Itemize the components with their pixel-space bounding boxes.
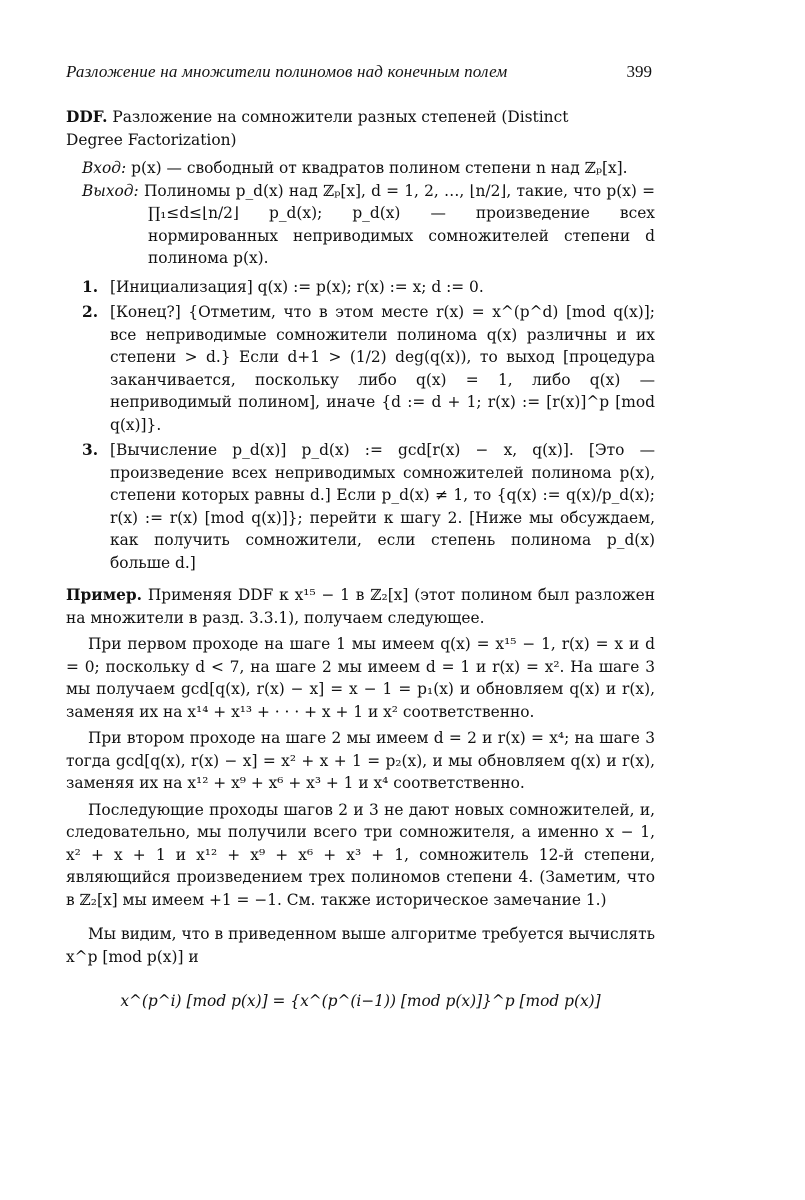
- example-paragraph-3: Последующие проходы шагов 2 и 3 не дают новых сомножителей, и, следовательно, мы получили всего три сомножителя, а именно x − 1, x² + x + 1 и x¹² + x⁹ + x⁶ + x³ + 1, сомножитель 12-й степени, являющийся произведением трех полиномов степени 4. (Заметим, что в ℤ₂[x] мы имеем +1 = −1. См. также историческое замечание 1.): [66, 800, 655, 909]
- step-item: [66, 439, 655, 574]
- step-text: [Инициализация] q(x) := p(x); r(x) := x; d := 0.: [110, 277, 484, 296]
- display-formula: x^(p^i) [mod p(x)] = {x^(p^(i−1)) [mod p(x)]}^p [mod p(x)]: [120, 992, 601, 1010]
- example-intro: [66, 584, 655, 629]
- step-text: [Конец?] {Отметим, что в этом месте r(x) = x^(p^d) [mod q(x)]; все неприводимые сомножители полинома q(x) различны и их степени > d.} Если d+1 > (1/2) deg(q(x)), то выход [процедура заканчивается, поскольку либо q(x) = 1, либо q(x) — неприводимый полином], иначе {d := d + 1; r(x) := [r(x)]^p [mod q(x)]}.: [110, 303, 655, 434]
- step-item: [66, 276, 655, 299]
- input-text: p(x) — свободный от квадратов полином степени n над ℤₚ[x].: [131, 159, 628, 177]
- page-content: [66, 106, 655, 1013]
- algorithm-title-line-2: Degree Factorization): [66, 130, 237, 149]
- algorithm-title-line-1: Разложение на сомножители разных степеней (Distinct: [112, 108, 569, 126]
- step-number: 3.: [82, 441, 99, 459]
- output-text: Полиномы p_d(x) над ℤₚ[x], d = 1, 2, …, ⌊n/2⌋, такие, что p(x) = ∏₁≤d≤⌊n/2⌋ p_d(x); p_d(x) — произведение всех нормированных неприводимых сомножителей степени d полинома p(x).: [143, 181, 655, 267]
- example-intro-text: Применяя DDF к x¹⁵ − 1 в ℤ₂[x] (этот полином был разложен на множители в разд. 3.3.1), получаем следующее.: [66, 586, 655, 627]
- example-paragraph-2: При втором проходе на шаге 2 мы имеем d = 2 и r(x) = x⁴; на шаге 3 тогда gcd[q(x), r(x) − x] = x² + x + 1 = p₂(x), и мы обновляем q(x) и r(x), заменяя их на x¹² + x⁹ + x⁶ + x³ + 1 и x⁴ соответственно.: [66, 729, 655, 792]
- page-number: 399: [626, 62, 652, 81]
- step-item: [66, 301, 655, 436]
- algorithm-input: [66, 157, 655, 180]
- example-paragraph-1: При первом проходе на шаге 1 мы имеем q(x) = x¹⁵ − 1, r(x) = x и d = 0; поскольку d < 7, на шаге 2 мы имеем d = 1 и r(x) = x². На шаге 3 мы получаем gcd[q(x), r(x) − x] = x − 1 = p₁(x) и обновляем q(x) и r(x), заменяя их на x¹⁴ + x¹³ + · · · + x + 1 и x² соответственно.: [66, 635, 655, 721]
- algorithm-steps: [66, 276, 655, 575]
- example-label: Пример.: [66, 586, 142, 604]
- step-number: 2.: [82, 303, 99, 321]
- algorithm-output: [66, 180, 655, 270]
- step-number: 1.: [82, 277, 99, 296]
- algorithm-name: DDF.: [66, 108, 108, 126]
- output-label: Выход:: [82, 181, 139, 200]
- algorithm-title: [66, 106, 655, 151]
- step-text: [Вычисление p_d(x)] p_d(x) := gcd[r(x) − x, q(x)]. [Это — произведение всех неприводимых сомножителей полинома p(x), степени которых равны d.] Если p_d(x) ≠ 1, то {q(x) := q(x)/p_d(x); r(x) := r(x) [mod q(x)]}; перейти к шагу 2. [Ниже мы обсуждаем, как получить сомножители, если степень полинома p_d(x) больше d.]: [110, 441, 655, 572]
- example-paragraph-4: Мы видим, что в приведенном выше алгоритме требуется вычислять x^p [mod p(x)] и: [66, 925, 655, 966]
- running-header: Разложение на множители полиномов над конечным полем: [66, 62, 508, 81]
- input-label: Вход:: [82, 159, 127, 177]
